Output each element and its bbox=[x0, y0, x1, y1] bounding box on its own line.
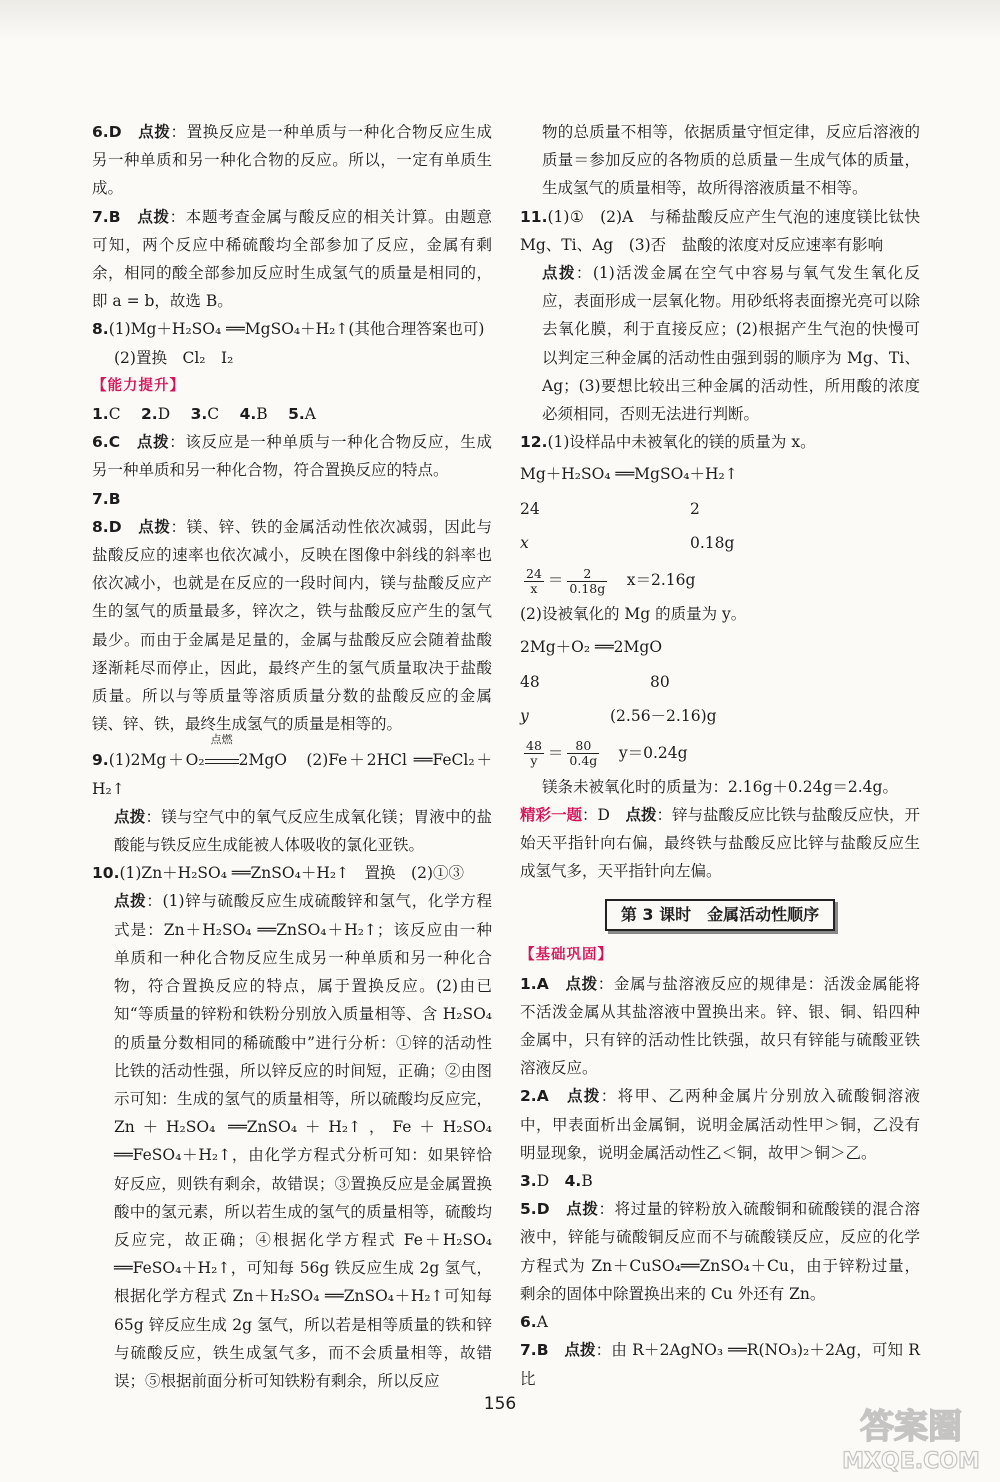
basic-answer-1: 1.A 点拨：金属与盐溶液反应的规律是：活泼金属能将不活泼金属从其盐溶液中置换出来。锌、银、铜、铅四种金属中，只有锌的活动性比铁强，故只有锌能与硫酸亚铁溶液反应。 bbox=[520, 974, 920, 1078]
basic-answer-5: 5.D 点拨：将过量的锌粉放入硫酸铜和硫酸镁的混合溶液中，锌能与硫酸铜反应而不与硫酸镁反应，反应的化学方程式为 Zn＋CuSO₄══ZnSO₄＋Cu，由于锌粉过量，剩余的固体中除置换出来的 Cu 外还有 Zn。 bbox=[520, 1200, 920, 1303]
left-column bbox=[92, 118, 492, 1395]
ability-answer-9-tip: 点拨：镁与空气中的氧气反应生成氧化镁；胃液中的盐酸能与铁反应生成能被人体吸收的氯化亚铁。 bbox=[114, 807, 492, 855]
watermark-text-en: MXQE.COM bbox=[842, 1449, 980, 1474]
answer-10-continued: 物的总质量不相等，依据质量守恒定律，反应后溶液的质量＝参加反应的各物质的总质量－生成气体的质量，生成氢气的质量相等，故所得溶液质量不相等。 bbox=[542, 123, 920, 198]
lesson-heading-wrap bbox=[520, 899, 920, 931]
section-basic: 【基础巩固】 bbox=[520, 947, 613, 964]
basic-answer-7: 7.B 点拨：由 R＋2AgNO₃ ══R(NO₃)₂＋2Ag，可知 R 比 bbox=[520, 1341, 920, 1388]
basic-answer-6: 6.A bbox=[520, 1313, 548, 1332]
ability-answer-11: 11.(1)① (2)A 与稀盐酸反应产生气泡的速度镁比钛快 Mg、Ti、Ag (3)否 盐酸的浓度对反应速率有影响 bbox=[520, 207, 936, 254]
fraction-row-1: $\frac{24}{x}$ ＝ $\frac{2}{0.18g}$ x＝2.16g bbox=[526, 565, 696, 596]
lesson-title: 第 3 课时 金属活动性顺序 bbox=[605, 899, 835, 931]
answers-1-5: 1.C 2.D 3.C 4.B 5.A bbox=[92, 405, 316, 424]
ability-answer-7: 7.B bbox=[92, 489, 121, 508]
fraction: $\frac{48}{y}$ bbox=[526, 738, 542, 769]
basic-answers-3-4: 3.D 4.B bbox=[520, 1172, 593, 1191]
fraction: $\frac{80}{0.4g}$ bbox=[569, 738, 598, 769]
ability-answer-12: 12.(1)设样品中未被氧化的镁的质量为 x。 bbox=[520, 433, 816, 452]
answer-6: 6.D 点拨：置换反应是一种单质与一种化合物反应生成另一种单质和另一种化合物的反应。所以，一定有单质生成。 bbox=[92, 123, 492, 198]
answer-8-line2: (2)置换 Cl₂ I₂ bbox=[114, 348, 234, 367]
watermark-logo bbox=[836, 1396, 986, 1476]
ability-answer-12-part2: (2)设被氧化的 Mg 的质量为 y。 bbox=[520, 605, 747, 624]
ratio-row-2: x 0.18g bbox=[520, 534, 735, 553]
basic-answer-2: 2.A 点拨：将甲、乙两种金属片分别放入硫酸铜溶液中，甲表面析出金属铜，说明金属活动性甲＞铜，乙没有明显现象，说明金属活动性乙＜铜，故甲＞铜＞乙。 bbox=[520, 1087, 920, 1162]
featured-question: 精彩一题：D 点拨：锌与盐酸反应比铁与盐酸反应快，开始天平指针向右偏，最终铁与盐酸反应比锌与盐酸反应生成氢气多，天平指针向左偏。 bbox=[520, 805, 920, 881]
page-number: 156 bbox=[483, 1394, 517, 1414]
answer-7: 7.B 点拨：本题考查金属与酸反应的相关计算。由题意可知，两个反应中稀硫酸均全部参加了反应，金属有剩余，相同的酸全部参加反应时生成氢气的质量是相同的，即 a = b，故选 B。 bbox=[92, 207, 492, 311]
scan-top-edge bbox=[0, 0, 1000, 40]
fraction: $\frac{24}{x}$ bbox=[526, 565, 542, 596]
ability-answer-9: 9.(1)2Mg＋O₂ 点燃 2MgO (2)Fe＋2HCl ══FeCl₂＋H₂↑ bbox=[92, 733, 492, 798]
ratio-row-4: y (2.56－2.16)g bbox=[520, 706, 717, 725]
section-ability: 【能力提升】 bbox=[92, 377, 185, 394]
ability-answer-11-tip: 点拨：(1)活泼金属在空气中容易与氧气发生氧化反应，表面形成一层氧化物。用砂纸将表面擦光亮可以除去氧化膜，利于直接反应；(2)根据产生气泡的快慢可以判定三种金属的活动性由强到弱的顺序为 Mg、Ti、Ag；(3)要想比较出三种金属的活动性，所用酸的浓度必须相同，否则无法进行判断。 bbox=[542, 264, 920, 424]
answer-8: 8.(1)Mg＋H₂SO₄ ══MgSO₄＋H₂↑(其他合理答案也可) bbox=[92, 320, 485, 339]
equation-2: 2Mg＋O₂ ══2MgO bbox=[520, 637, 663, 656]
fraction-row-2: $\frac{48}{y}$ ＝ $\frac{80}{0.4g}$ y＝0.24g bbox=[526, 738, 688, 769]
ability-answer-10: 10.(1)Zn＋H₂SO₄ ══ZnSO₄＋H₂↑ 置换 (2)①③ bbox=[92, 864, 465, 883]
fraction: $\frac{2}{0.18g}$ bbox=[569, 565, 606, 596]
ratio-row-3: 48 80 bbox=[520, 672, 670, 691]
ratio-row-1: 24 2 bbox=[520, 500, 700, 519]
right-column bbox=[520, 118, 936, 1393]
reaction-condition: 点燃 bbox=[205, 746, 239, 774]
ability-answer-10-tip: 点拨：(1)锌与硫酸反应生成硫酸锌和氢气，化学方程式是：Zn＋H₂SO₄ ══ZnSO₄＋H₂↑；该反应由一种单质和一种化合物反应生成另一种单质和另一种化合物，符合置换反应的特点，属于置换反应。(2)由已知“等质量的锌粉和铁粉分别放入质量相等、含 H₂SO₄ 的质量分数相同的稀硫酸中”进行分析：①锌的活动性比铁的活动性强，所以锌反应的时间短，正确；②由图示可知：生成的氢气的质量相等，所以硫酸均反应完，Zn＋H₂SO₄ ══ZnSO₄＋H₂↑，Fe＋H₂SO₄ ══FeSO₄＋H₂↑，由化学方程式分析可知：如果锌恰好反应，则铁有剩余，故错误；③置换反应是金属置换酸中的氢元素，所以若生成的氢气的质量相等，硫酸均反应完，故正确；④根据化学方程式 Fe＋H₂SO₄ ══FeSO₄＋H₂↑，可知每 56g 铁反应生成 2g 氢气，根据化学方程式 Zn＋H₂SO₄ ══ZnSO₄＋H₂↑可知每 65g 锌反应生成 2g 氢气，所以若是相等质量的铁和锌与硫酸反应，铁生成氢气多，而不会质量相等，故错误；⑤根据前面分析可知铁粉有剩余，所以反应 bbox=[114, 892, 492, 1390]
ability-answer-8: 8.D 点拨：镁、锌、铁的金属活动性依次减弱，因此与盐酸反应的速率也依次减小，反映在图像中斜线的斜率也依次减小，也就是在反应的一段时间内，镁与盐酸反应产生的氢气的质量最多，锌次之，铁与盐酸反应产生的氢气最少。而由于金属是足量的，金属与盐酸反应会随着盐酸逐渐耗尽而停止，因此，最终产生的氢气质量取决于盐酸质量。所以与等质量等溶质质量分数的盐酸反应的金属镁、锌、铁，最终生成氢气的质量是相等的。 bbox=[92, 517, 492, 734]
ability-answer-12-final: 镁条未被氧化时的质量为：2.16g＋0.24g＝2.4g。 bbox=[542, 777, 898, 796]
ability-answer-6: 6.C 点拨：该反应是一种单质与一种化合物反应，生成另一种单质和另一种化合物，符合置换反应的特点。 bbox=[92, 433, 492, 480]
watermark-text-cn: 答案圈 bbox=[860, 1407, 962, 1447]
equation-1: Mg＋H₂SO₄ ══MgSO₄＋H₂↑ bbox=[520, 465, 738, 484]
